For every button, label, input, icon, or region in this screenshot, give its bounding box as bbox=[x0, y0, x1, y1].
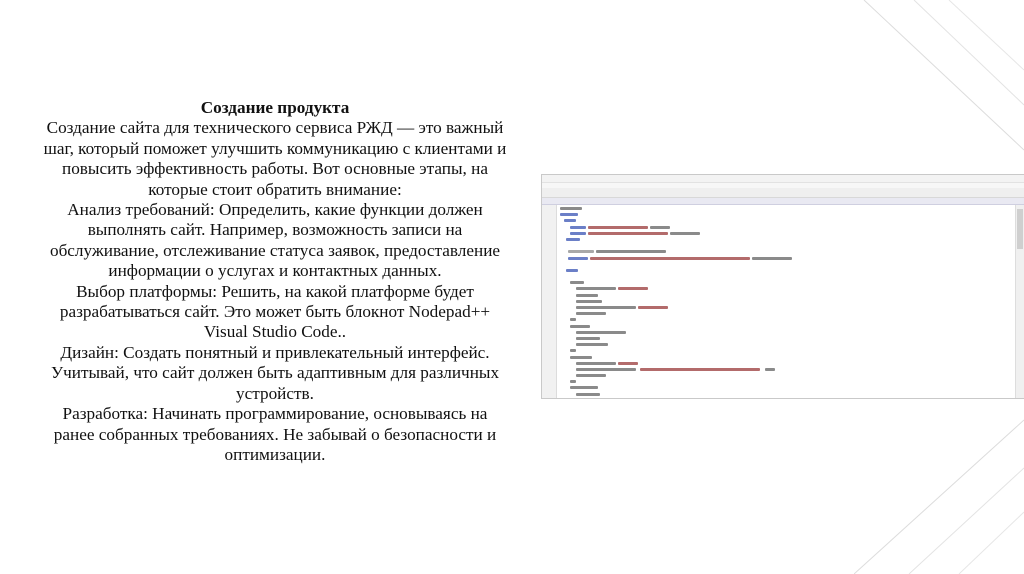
code-token bbox=[638, 306, 668, 309]
code-token bbox=[576, 343, 608, 346]
code-line bbox=[560, 331, 1012, 334]
code-line bbox=[560, 294, 1012, 297]
code-token bbox=[650, 226, 670, 229]
code-token bbox=[576, 374, 606, 377]
code-line bbox=[560, 250, 1012, 253]
code-line bbox=[560, 269, 1012, 272]
code-line bbox=[560, 343, 1012, 346]
text-line: информации о услугах и контактных данных. bbox=[108, 261, 442, 281]
code-line bbox=[560, 337, 1012, 340]
code-line bbox=[560, 213, 1012, 216]
code-token bbox=[570, 226, 586, 229]
code-token bbox=[576, 337, 600, 340]
code-line bbox=[560, 232, 1012, 235]
code-token bbox=[576, 300, 602, 303]
code-token bbox=[588, 232, 668, 235]
code-token bbox=[576, 362, 616, 365]
code-line bbox=[560, 393, 1012, 396]
text-line: устройств. bbox=[236, 383, 314, 403]
code-line bbox=[560, 263, 1012, 266]
code-token bbox=[566, 238, 580, 241]
code-token bbox=[560, 207, 582, 210]
code-line bbox=[560, 318, 1012, 321]
code-line bbox=[560, 349, 1012, 352]
text-line: Анализ требований: Определить, какие функции должен bbox=[67, 200, 483, 220]
code-token bbox=[570, 349, 576, 352]
code-line bbox=[560, 207, 1012, 210]
code-token bbox=[590, 257, 750, 260]
code-line bbox=[560, 380, 1012, 383]
code-line bbox=[560, 281, 1012, 284]
code-token bbox=[640, 368, 760, 371]
code-line bbox=[560, 238, 1012, 241]
code-token bbox=[564, 219, 576, 222]
text-line: Создание сайта для технического сервиса РЖД — это важный bbox=[46, 118, 504, 138]
code-lines bbox=[560, 207, 1012, 399]
text-line: Разработка: Начинать программирование, основываясь на bbox=[62, 404, 488, 424]
code-editor-screenshot bbox=[541, 174, 1024, 399]
code-line bbox=[560, 306, 1012, 309]
code-line bbox=[560, 374, 1012, 377]
code-token bbox=[576, 294, 598, 297]
text-line: которые стоит обратить внимание: bbox=[148, 179, 402, 199]
code-token bbox=[568, 257, 588, 260]
code-line bbox=[560, 287, 1012, 290]
code-token bbox=[618, 287, 648, 290]
code-line bbox=[560, 226, 1012, 229]
code-line bbox=[560, 257, 1012, 260]
editor-toolbar bbox=[542, 188, 1024, 198]
code-token bbox=[670, 232, 700, 235]
code-token bbox=[566, 269, 578, 272]
code-token bbox=[570, 281, 584, 284]
code-line bbox=[560, 368, 1012, 371]
code-token bbox=[570, 380, 576, 383]
text-line: ранее собранных требованиях. Не забывай о безопасности и bbox=[53, 424, 497, 444]
code-token bbox=[570, 325, 590, 328]
code-token bbox=[765, 368, 775, 371]
text-line: Выбор платформы: Решить, на какой платформе будет bbox=[76, 281, 474, 301]
code-token bbox=[570, 232, 586, 235]
code-line bbox=[560, 325, 1012, 328]
code-token bbox=[576, 306, 636, 309]
code-token bbox=[568, 250, 594, 253]
code-token bbox=[570, 318, 576, 321]
code-line bbox=[560, 356, 1012, 359]
text-line: повысить эффективность работы. Вот основные этапы, на bbox=[62, 159, 488, 179]
editor-tabs bbox=[542, 198, 1024, 205]
code-token bbox=[570, 356, 592, 359]
editor-titlebar bbox=[542, 175, 1024, 183]
text-line: обслуживание, отслеживание статуса заявок, предоставление bbox=[49, 240, 501, 260]
code-line bbox=[560, 362, 1012, 365]
code-token bbox=[560, 213, 578, 216]
code-token bbox=[570, 386, 598, 389]
text-line: разрабатываться сайт. Это может быть блокнот Nodepad++ bbox=[59, 302, 491, 322]
text-line: Дизайн: Создать понятный и привлекательный интерфейс. bbox=[60, 342, 490, 362]
code-token bbox=[576, 368, 636, 371]
text-line: Учитывай, что сайт должен быть адаптивным для различных bbox=[50, 363, 500, 383]
slide-text bbox=[12, 98, 538, 465]
code-token bbox=[576, 312, 606, 315]
editor-body bbox=[542, 205, 1024, 399]
scrollbar-thumb bbox=[1017, 209, 1023, 249]
code-line bbox=[560, 386, 1012, 389]
text-line: Visual Studio Code.. bbox=[203, 322, 347, 342]
code-token bbox=[752, 257, 792, 260]
code-token bbox=[588, 226, 648, 229]
text-line: шаг, который поможет улучшить коммуникацию с клиентами и bbox=[43, 138, 507, 158]
editor-scrollbar bbox=[1015, 205, 1024, 399]
text-line: оптимизации. bbox=[224, 444, 326, 464]
code-line bbox=[560, 244, 1012, 247]
code-line bbox=[560, 312, 1012, 315]
code-token bbox=[596, 250, 666, 253]
code-token bbox=[576, 331, 626, 334]
line-number-gutter bbox=[542, 205, 557, 399]
slide-title: Создание продукта bbox=[200, 98, 350, 117]
code-line bbox=[560, 275, 1012, 278]
code-token bbox=[576, 287, 616, 290]
text-line: выполнять сайт. Например, возможность записи на bbox=[87, 220, 463, 240]
code-token bbox=[618, 362, 638, 365]
code-token bbox=[576, 393, 600, 396]
code-line bbox=[560, 300, 1012, 303]
code-line bbox=[560, 219, 1012, 222]
